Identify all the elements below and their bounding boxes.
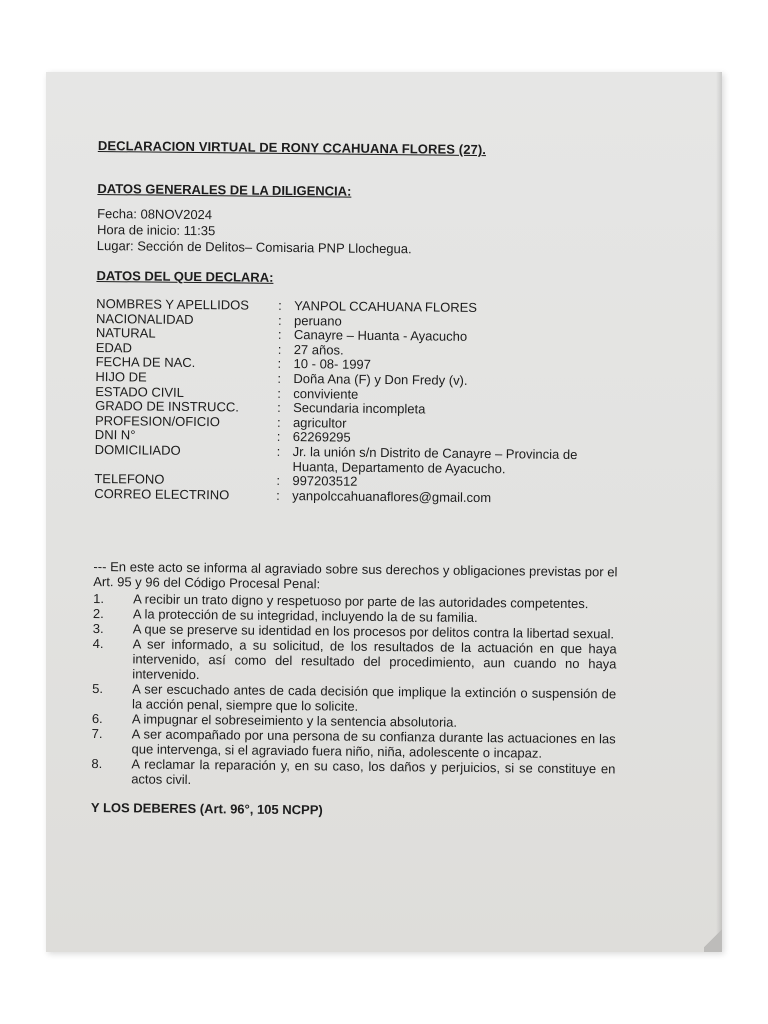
right-number: 7.: [91, 726, 103, 742]
field-value: peruano: [293, 312, 342, 329]
field-separator: :: [277, 312, 282, 328]
field-value: yanpolccahuanaflores@gmail.com: [292, 487, 492, 505]
right-item: [91, 756, 615, 791]
fecha-line: Fecha: 08NOV2024: [97, 205, 213, 223]
document-content: [91, 134, 622, 821]
right-text: A recibir un trato digno y respetuoso por parte de las autoridades competentes.: [133, 591, 589, 612]
right-number: 4.: [92, 636, 104, 652]
paper-shadow-edge: [716, 72, 722, 952]
right-text: A que se preserve su identidad en los procesos por delitos contra la libertad sexual.: [132, 621, 615, 642]
field-separator: :: [276, 414, 281, 430]
field-separator: :: [276, 443, 281, 459]
document-title-text: DECLARACION VIRTUAL DE RONY CCAHUANA FLORES (27).: [97, 137, 487, 158]
field-label: NACIONALIDAD: [95, 310, 194, 327]
rights-list: [91, 591, 617, 791]
field-label: FECHA DE NAC.: [95, 354, 196, 371]
field-separator: :: [276, 487, 280, 503]
right-number: 2.: [92, 606, 104, 622]
document-title: [98, 138, 622, 158]
right-number: 6.: [91, 711, 103, 727]
field-label: NOMBRES Y APELLIDOS: [96, 295, 249, 313]
field-separator: :: [276, 429, 281, 445]
right-text: A ser informado, a su solicitud, de los resultados de la actuación en que haya intervenido, así como del resultado del procedimiento, aun cuando no haya intervenido.: [132, 636, 617, 683]
field-value: conviviente: [293, 385, 359, 402]
right-number: 5.: [92, 681, 104, 697]
field-separator: :: [276, 473, 281, 489]
field-separator: :: [277, 356, 282, 372]
field-label: ESTADO CIVIL: [95, 383, 185, 400]
field-value: 27 años.: [293, 341, 344, 358]
section-heading-datos-declara: DATOS DEL QUE DECLARA:: [96, 267, 274, 285]
field-label: EDAD: [95, 339, 132, 356]
right-text: A ser escuchado antes de cada decisión que implique la extinción o suspensión de la acción penal, siempre que lo solicite.: [131, 681, 617, 715]
field-separator: :: [277, 400, 281, 416]
field-value: 62269295: [292, 429, 351, 446]
field-separator: :: [277, 370, 282, 386]
right-text: A impugnar el sobreseimiento y la sentencia absolutoria.: [131, 711, 458, 731]
field-value: Jr. la unión s/n Distrito de Canayre – Provincia de Huanta, Departamento de Ayacucho.: [292, 443, 578, 476]
datos-generales-lines: [97, 206, 621, 259]
field-value: 997203512: [292, 473, 358, 489]
field-separator: :: [278, 297, 282, 313]
declarant-fields: [94, 297, 620, 507]
field-label: GRADO DE INSTRUCC.: [95, 398, 239, 415]
field-value: Secundaria incompleta: [293, 400, 426, 417]
rights-intro: --- En este acto se informa al agraviado sobre sus derechos y obligaciones previstas por el Art. 95 y 96 del Código Procesal Penal:: [93, 559, 618, 592]
hora-inicio-line: Hora de inicio: 11:35: [96, 221, 216, 239]
field-value: Doña Ana (F) y Don Fredy (v).: [293, 371, 468, 388]
right-text: A ser acompañado por una persona de su confianza durante las actuaciones en las que intervenga, si el agraviado fuera niño, niña, adolescente o incapaz.: [131, 726, 616, 761]
field-label: TELEFONO: [94, 471, 165, 487]
right-text: A la protección de su integridad, incluyendo la de su familia.: [132, 606, 478, 626]
field-separator: :: [277, 341, 282, 357]
field-value: Canayre – Huanta - Ayacucho: [293, 327, 468, 345]
field-separator: :: [277, 327, 282, 343]
field-value: agricultor: [292, 414, 347, 431]
field-label: HIJO DE: [95, 368, 147, 385]
right-item: [92, 636, 616, 686]
right-number: 8.: [91, 756, 103, 772]
field-label: DNI N°: [94, 427, 136, 443]
right-number: 3.: [92, 621, 104, 637]
right-number: 1.: [93, 591, 105, 607]
field-separator: :: [277, 385, 282, 401]
paper-folded-corner: [704, 924, 722, 952]
field-label: CORREO ELECTRINO: [94, 485, 230, 503]
section-heading-datos-generales: DATOS GENERALES DE LA DILIGENCIA:: [97, 180, 352, 199]
field-label: PROFESION/OFICIO: [94, 412, 221, 430]
field-label: NATURAL: [95, 325, 156, 341]
field-value: 10 - 08- 1997: [293, 356, 372, 373]
field-value: YANPOL CCAHUANA FLORES: [294, 298, 478, 315]
lugar-line: Lugar: Sección de Delitos– Comisaria PNP Llochegua.: [96, 237, 412, 257]
deberes-heading: Y LOS DEBERES (Art. 96°, 105 NCPP): [90, 800, 323, 818]
field-label: DOMICILIADO: [94, 441, 181, 458]
right-text: A reclamar la reparación y, en su caso, los daños y perjuicios, si se constituye en actos civil.: [131, 756, 616, 788]
